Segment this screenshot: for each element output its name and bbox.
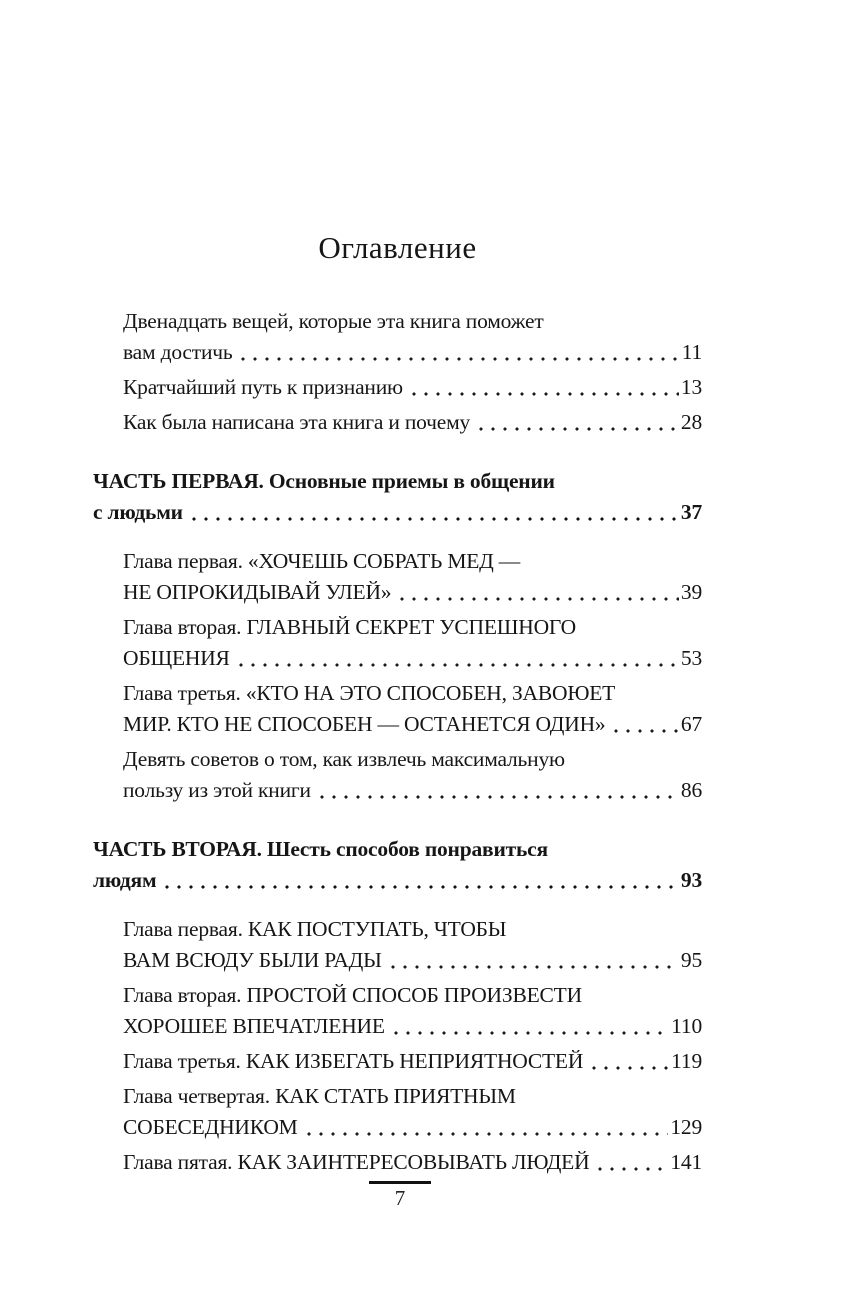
toc-page-number: 93: [680, 868, 702, 892]
toc-entry: [93, 1081, 702, 1143]
toc: [93, 306, 702, 1178]
toc-entry: [93, 546, 702, 608]
dot-leader: [235, 643, 679, 674]
toc-entry: [93, 914, 702, 976]
page-footer: [369, 1181, 431, 1211]
toc-entry-line: [123, 709, 702, 740]
toc-entry-line: [93, 865, 702, 896]
dot-leader: [610, 709, 678, 740]
toc-entry: [93, 1147, 702, 1178]
toc-entry-line: [123, 1112, 702, 1143]
toc-entry-line: [93, 497, 702, 528]
dot-leader: [387, 945, 679, 976]
toc-entry: [93, 744, 702, 806]
toc-page-number: 67: [680, 712, 702, 736]
toc-entry-line: [123, 372, 702, 403]
toc-entry-line: [123, 407, 702, 438]
toc-entry-text: Как была написана эта книга и почему: [123, 410, 471, 434]
toc-entry-line: [123, 643, 702, 674]
toc-entry-text: Кратчайший путь к признанию: [123, 375, 403, 399]
toc-entry-line: [123, 306, 702, 337]
toc-entry-line: [123, 1046, 702, 1077]
toc-page-number: 129: [670, 1115, 702, 1139]
dot-leader: [188, 497, 679, 528]
toc-entry-text: вам достичь: [123, 340, 233, 364]
toc-page-number: 86: [680, 778, 702, 802]
toc-entry-text: ЧАСТЬ ПЕРВАЯ. Основные приемы в общении: [93, 469, 555, 493]
toc-entry-line: [123, 337, 702, 368]
toc-entry: [93, 1046, 702, 1077]
dot-leader: [588, 1046, 669, 1077]
toc-page-number: 141: [670, 1150, 702, 1174]
toc-entry-line: [93, 466, 702, 497]
dot-leader: [390, 1011, 669, 1042]
toc-entry-text: с людьми: [93, 500, 183, 524]
toc-entry-text: пользу из этой книги: [123, 778, 311, 802]
dot-leader: [475, 407, 679, 438]
toc-entry: [93, 407, 702, 438]
toc-entry-text: СОБЕСЕДНИКОМ: [123, 1115, 298, 1139]
toc-entry: [93, 980, 702, 1042]
toc-entry-text: людям: [93, 868, 157, 892]
toc-entry-text: Глава первая. «ХОЧЕШЬ СОБРАТЬ МЕД —: [123, 549, 521, 573]
toc-entry-line: [123, 678, 702, 709]
dot-leader: [594, 1147, 668, 1178]
toc-entry-line: [123, 914, 702, 945]
toc-entry-line: [123, 980, 702, 1011]
toc-entry-text: Глава вторая. ПРОСТОЙ СПОСОБ ПРОИЗВЕСТИ: [123, 983, 582, 1007]
toc-entry: [93, 834, 702, 896]
toc-entry-text: ВАМ ВСЮДУ БЫЛИ РАДЫ: [123, 948, 382, 972]
toc-entry: [93, 372, 702, 403]
toc-entry: [93, 466, 702, 528]
toc-page-number: 37: [680, 500, 702, 524]
toc-entry-text: Глава вторая. ГЛАВНЫЙ СЕКРЕТ УСПЕШНОГО: [123, 615, 576, 639]
dot-leader: [408, 372, 679, 403]
toc-entry: [93, 678, 702, 740]
page-title: Оглавление: [318, 230, 477, 265]
toc-page-number: 110: [671, 1014, 702, 1038]
toc-page-number: 39: [680, 580, 702, 604]
toc-entry-text: Девять советов о том, как извлечь максимальную: [123, 747, 565, 771]
toc-page-number: 95: [680, 948, 702, 972]
dot-leader: [161, 865, 678, 896]
toc-entry-text: Двенадцать вещей, которые эта книга поможет: [123, 309, 544, 333]
toc-entry-line: [123, 945, 702, 976]
toc-entry-text: Глава пятая. КАК ЗАИНТЕРЕСОВЫВАТЬ ЛЮДЕЙ: [123, 1150, 590, 1174]
dot-leader: [303, 1112, 669, 1143]
toc-entry-text: МИР. КТО НЕ СПОСОБЕН — ОСТАНЕТСЯ ОДИН»: [123, 712, 606, 736]
toc-entry: [93, 306, 702, 368]
toc-entry-line: [123, 744, 702, 775]
toc-entry-line: [123, 577, 702, 608]
toc-page-number: 53: [680, 646, 702, 670]
toc-page-number: 119: [671, 1049, 702, 1073]
toc-entry-line: [123, 546, 702, 577]
toc-entry-line: [123, 1147, 702, 1178]
footer-page-number: 7: [394, 1186, 406, 1210]
toc-page-number: 11: [681, 340, 702, 364]
toc-entry: [93, 612, 702, 674]
toc-page-number: 13: [680, 375, 702, 399]
footer-rule: [369, 1181, 431, 1184]
dot-leader: [316, 775, 679, 806]
dot-leader: [237, 337, 679, 368]
toc-entry-text: Глава третья. КАК ИЗБЕГАТЬ НЕПРИЯТНОСТЕЙ: [123, 1049, 584, 1073]
toc-content: [93, 0, 702, 1182]
toc-entry-line: [123, 1081, 702, 1112]
toc-page-number: 28: [680, 410, 702, 434]
toc-entry-line: [123, 1011, 702, 1042]
toc-entry-line: [93, 834, 702, 865]
toc-entry-text: Глава первая. КАК ПОСТУПАТЬ, ЧТОБЫ: [123, 917, 507, 941]
toc-entry-text: Глава четвертая. КАК СТАТЬ ПРИЯТНЫМ: [123, 1084, 516, 1108]
toc-entry-line: [123, 775, 702, 806]
toc-entry-text: Глава третья. «КТО НА ЭТО СПОСОБЕН, ЗАВОЮЕТ: [123, 681, 616, 705]
toc-entry-text: ЧАСТЬ ВТОРАЯ. Шесть способов понравиться: [93, 837, 548, 861]
dot-leader: [396, 577, 679, 608]
toc-entry-text: ХОРОШЕЕ ВПЕЧАТЛЕНИЕ: [123, 1014, 385, 1038]
toc-entry-line: [123, 612, 702, 643]
toc-entry-text: ОБЩЕНИЯ: [123, 646, 230, 670]
toc-entry-text: НЕ ОПРОКИДЫВАЙ УЛЕЙ»: [123, 580, 392, 604]
